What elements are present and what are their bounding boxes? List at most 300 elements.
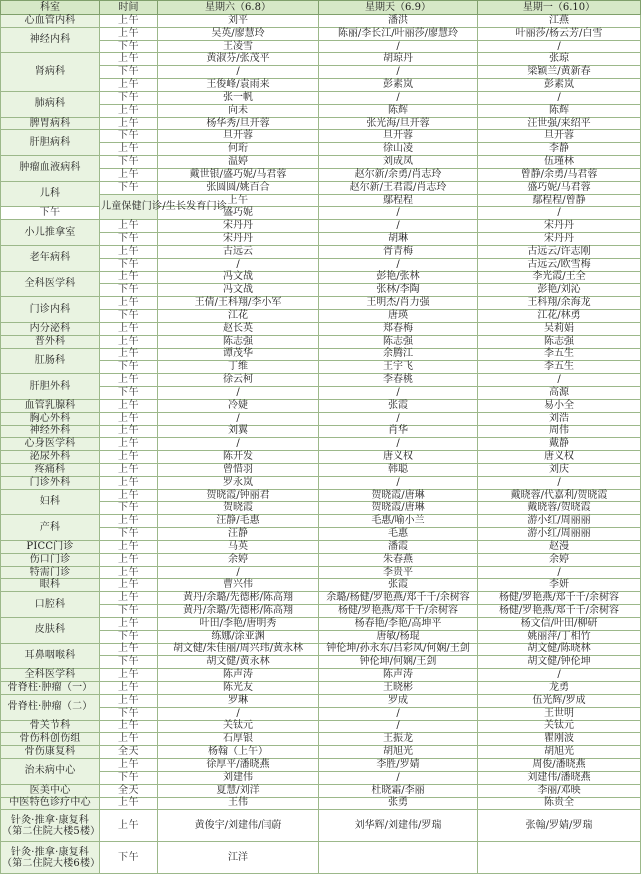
saturday-cell: 向未 [158,104,319,117]
saturday-cell: 练娜/涂亚渊 [158,630,319,643]
monday-cell: 刘浩 [478,412,641,425]
saturday-cell: 古远云 [158,245,319,258]
table-row [1,53,641,66]
department-cell: 全科医学科 [1,669,100,682]
sunday-cell: 赵尔新/王君霞/肖志玲 [319,181,478,194]
saturday-cell: / [158,387,319,400]
table-row [1,412,641,425]
saturday-cell: 汪静 [158,528,319,541]
department-cell: 心身医学科 [1,438,100,451]
department-cell: 心血管内科 [1,15,100,28]
time-cell: 上午 [100,515,158,528]
table-row [1,592,641,605]
time-cell: 上午 [100,797,158,810]
time-cell: 下午 [1,207,100,220]
monday-cell: / [478,566,641,579]
department-cell: 针灸·推拿·康复科（第二住院大楼6楼） [1,842,100,874]
monday-cell: 吴莉娟 [478,322,641,335]
table-row [1,784,641,797]
saturday-cell: 张圆圆/姚百合 [158,181,319,194]
monday-cell: 龙勇 [478,682,641,695]
sunday-cell: 李胜/罗婧 [319,759,478,772]
department-cell: 骨伤康复科 [1,746,100,759]
sunday-cell: / [319,720,478,733]
monday-cell: 宋丹丹 [478,220,641,233]
saturday-cell: 杨华秀/旦开蓉 [158,117,319,130]
saturday-cell: 罗琳 [158,694,319,707]
time-cell: 上午 [100,451,158,464]
monday-cell: 张琼 [478,53,641,66]
department-cell: 特需门诊 [1,566,100,579]
department-cell: 肝胆病科 [1,130,100,156]
time-cell: 上午 [158,194,319,207]
sunday-cell: 韩聪 [319,463,478,476]
monday-cell: 周俊/潘晓燕 [478,759,641,772]
monday-cell: / [478,374,641,387]
saturday-cell: 贺晓霞 [158,502,319,515]
time-cell: 上午 [100,720,158,733]
department-cell: 肾病科 [1,53,100,91]
department-cell: 肺病科 [1,91,100,117]
time-cell: 上午 [100,399,158,412]
time-cell: 下午 [100,771,158,784]
saturday-cell: 王倩/王科翔/李小军 [158,297,319,310]
sunday-cell: 余璐/杨健/罗艳燕/郑千千/余树容 [319,592,478,605]
saturday-cell: 王伟 [158,797,319,810]
sunday-cell: 陈志强 [319,335,478,348]
sunday-cell: 唐义权 [319,451,478,464]
monday-cell: 戴静 [478,438,641,451]
sunday-cell: 毛惠 [319,528,478,541]
sunday-cell: 王宇飞 [319,361,478,374]
saturday-cell: 陈开发 [158,451,319,464]
department-cell: 医美中心 [1,784,100,797]
sunday-cell: 胡旭光 [319,746,478,759]
monday-cell: 古远云/欧雪梅 [478,258,641,271]
table-row [1,669,641,682]
monday-cell: 陈贵全 [478,797,641,810]
department-cell: 产科 [1,515,100,541]
monday-cell: 张翰/罗婧/罗瑞 [478,810,641,842]
saturday-cell: 何珩 [158,143,319,156]
sunday-cell: 罗成 [319,694,478,707]
saturday-cell: 胡文健/朱佳丽/周兴玮/黄永林 [158,643,319,656]
monday-cell: 梁颖兰/黄新春 [478,66,641,79]
saturday-cell: 余婷 [158,553,319,566]
table-row [1,694,641,707]
sunday-cell: 张勇 [319,797,478,810]
saturday-cell: 江洋 [158,842,319,874]
saturday-cell: 刘建伟 [158,771,319,784]
sunday-cell: 彭艳/张林 [319,271,478,284]
table-row [1,759,641,772]
department-cell: 骨关节科 [1,720,100,733]
sunday-cell: 唐敏/杨琨 [319,630,478,643]
sunday-cell: 陈声涛 [319,669,478,682]
sunday-cell: 陈辉 [319,104,478,117]
department-cell: 妇科 [1,489,100,515]
time-cell: 上午 [100,592,158,605]
saturday-cell: / [158,66,319,79]
monday-cell: 江花/林勇 [478,310,641,323]
sunday-cell: / [319,387,478,400]
monday-cell: 叶丽莎/杨云芳/白雪 [478,27,641,40]
time-cell: 上午 [100,348,158,361]
sunday-cell: / [319,258,478,271]
monday-cell: 杨文信/叶田/柳研 [478,617,641,630]
sunday-cell: 刘成凤 [319,156,478,169]
monday-cell: 曾静/余勇/马君蓉 [478,168,641,181]
monday-cell: 杨健/罗艳燕/郑千千/余树容 [478,605,641,618]
saturday-cell: 黄丹/余璐/先德彬/陈高翔 [158,592,319,605]
department-cell: 皮肤科 [1,617,100,643]
time-cell: 下午 [100,656,158,669]
sunday-cell: 钟伦坤/何娴/王剑 [319,656,478,669]
saturday-cell: 陈光友 [158,682,319,695]
header-time: 时间 [100,1,158,15]
department-cell: 儿科 [1,181,100,207]
time-cell: 上午 [100,617,158,630]
monday-cell: 易小全 [478,399,641,412]
saturday-cell: 黄俊宇/刘建伟/闫蔚 [158,810,319,842]
table-row [1,566,641,579]
table-row [1,335,641,348]
saturday-cell: 鄢程程 [319,194,478,207]
monday-cell: 李五生 [478,348,641,361]
monday-cell: 古远云/许志刚 [478,245,641,258]
time-cell: 上午 [100,694,158,707]
time-cell: 下午 [100,528,158,541]
department-cell: 全科医学科 [1,271,100,297]
sunday-cell: 毛惠/喻小兰 [319,515,478,528]
time-cell: 上午 [100,117,158,130]
table-row [1,220,641,233]
saturday-cell: 曹兴伟 [158,579,319,592]
table-row [1,117,641,130]
time-cell: 下午 [100,630,158,643]
monday-cell: 唐义权 [478,451,641,464]
saturday-cell: / [158,412,319,425]
saturday-cell: 曾惜羽 [158,463,319,476]
time-cell: 上午 [100,540,158,553]
department-cell: 骨脊柱·肿瘤（一） [1,682,100,695]
department-cell: 儿童保健门诊/生长发育门诊 [100,194,158,220]
sunday-cell: 朱春燕 [319,553,478,566]
saturday-cell: 石厚银 [158,733,319,746]
sunday-cell: 旦开蓉 [319,130,478,143]
saturday-cell: 刘翼 [158,425,319,438]
sunday-cell: 潘霞 [319,540,478,553]
department-cell: 老年病科 [1,245,100,271]
saturday-cell: 贺晓霞/钟丽君 [158,489,319,502]
saturday-cell: 胡文健/黄永林 [158,656,319,669]
saturday-cell: 叶田/李艳/唐明秀 [158,617,319,630]
saturday-cell: 刘平 [158,15,319,28]
table-row [1,733,641,746]
time-cell: 下午 [100,181,158,194]
saturday-cell: 张一帆 [158,91,319,104]
saturday-cell: 江花 [158,310,319,323]
monday-cell: 盛巧妮/马君蓉 [478,181,641,194]
monday-cell: 彭艳/刘沁 [478,284,641,297]
table-row [1,297,641,310]
monday-cell: / [478,669,641,682]
department-cell: 小儿推拿室 [1,220,100,246]
time-cell: 下午 [100,502,158,515]
saturday-cell: 冯文战 [158,271,319,284]
saturday-cell: 夏慧/刘洋 [158,784,319,797]
table-row [1,720,641,733]
table-row [1,617,641,630]
time-cell: 上午 [100,489,158,502]
saturday-cell: 赵长英 [158,322,319,335]
monday-cell: 胡旭光 [478,746,641,759]
table-row [1,156,641,169]
department-cell: 神经内科 [1,27,100,53]
saturday-cell: 关钛元 [158,720,319,733]
table-row [1,579,641,592]
department-cell: 中医特色诊疗中心 [1,797,100,810]
time-cell: 上午 [100,245,158,258]
sunday-cell: / [319,91,478,104]
saturday-cell: / [158,438,319,451]
sunday-cell: 刘华辉/刘建伟/罗瑞 [319,810,478,842]
sunday-cell: / [319,207,478,220]
saturday-cell: 王凌雪 [158,40,319,53]
sunday-cell: 王振龙 [319,733,478,746]
department-cell: 肝胆外科 [1,374,100,400]
sunday-cell: 唐瑛 [319,310,478,323]
time-cell: 上午 [100,438,158,451]
monday-cell: 旦开蓉 [478,130,641,143]
time-cell: 上午 [100,412,158,425]
table-row [1,810,641,842]
sunday-cell [319,842,478,874]
table-row [1,425,641,438]
monday-cell: 周伟 [478,425,641,438]
sunday-cell: / [319,412,478,425]
monday-cell: 李光霞/王全 [478,271,641,284]
saturday-cell: 温婷 [158,156,319,169]
time-cell: 上午 [100,669,158,682]
saturday-cell: 罗永岚 [158,476,319,489]
table-row [1,746,641,759]
saturday-cell: 马英 [158,540,319,553]
table-row [1,348,641,361]
time-cell: 上午 [100,27,158,40]
time-cell: 下午 [100,605,158,618]
sunday-cell: 贺晓霞/唐琳 [319,489,478,502]
monday-cell: 关钛元 [478,720,641,733]
department-cell: 口腔科 [1,592,100,618]
sunday-cell: 郑春梅 [319,322,478,335]
monday-cell: 李静 [478,143,641,156]
table-row [1,515,641,528]
monday-cell: 李妍 [478,579,641,592]
sunday-cell: 李春桃 [319,374,478,387]
sunday-cell: 贺晓霞/唐琳 [319,502,478,515]
time-cell: 下午 [100,40,158,53]
monday-cell: 彭素岚 [478,79,641,92]
time-cell: 下午 [100,91,158,104]
time-cell: 上午 [100,297,158,310]
monday-cell: 胡文健/钟伦坤 [478,656,641,669]
department-cell: 伤口门诊 [1,553,100,566]
sunday-cell: / [319,476,478,489]
time-cell: 上午 [100,220,158,233]
monday-cell: 胡文健/陈晓林 [478,643,641,656]
time-cell: 全天 [100,784,158,797]
saturday-cell: 杨翰（上午） [158,746,319,759]
department-cell: 针灸·推拿·康复科（第二住院大楼5楼） [1,810,100,842]
time-cell: 下午 [100,66,158,79]
time-cell: 上午 [100,566,158,579]
department-cell: 骨伤科创伤组 [1,733,100,746]
saturday-cell: 宋丹丹 [158,220,319,233]
sunday-cell: 张霞 [319,399,478,412]
sunday-cell: 徐山凌 [319,143,478,156]
sunday-cell: / [319,771,478,784]
saturday-cell: 汪静/毛惠 [158,515,319,528]
department-cell: 骨脊柱·肿瘤（二） [1,694,100,720]
header-row [1,1,641,15]
time-cell: 全天 [100,746,158,759]
saturday-cell: 王俊峰/袁雨来 [158,79,319,92]
table-row [1,797,641,810]
time-cell: 上午 [100,553,158,566]
time-cell: 上午 [100,168,158,181]
department-cell: 血管乳腺科 [1,399,100,412]
time-cell: 上午 [100,271,158,284]
saturday-cell: 旦开蓉 [158,130,319,143]
time-cell: 下午 [100,842,158,874]
time-cell: 上午 [100,104,158,117]
saturday-cell: / [158,566,319,579]
table-row [1,489,641,502]
monday-cell: 陈辉 [478,104,641,117]
table-row [1,27,641,40]
sunday-cell: 杨健/罗艳燕/郑千千/余树容 [319,605,478,618]
sunday-cell: 张光海/旦开蓉 [319,117,478,130]
table-row [1,540,641,553]
monday-cell: 李五生 [478,361,641,374]
department-cell: 治未病中心 [1,759,100,785]
time-cell: 上午 [100,476,158,489]
time-cell: 上午 [100,733,158,746]
department-cell: 肿瘤血液病科 [1,156,100,182]
header-saturday: 星期六（6.8） [158,1,319,15]
table-row [1,181,641,194]
table-row [1,463,641,476]
department-cell: PICC门诊 [1,540,100,553]
sunday-cell: 胡琳 [319,233,478,246]
time-cell: 上午 [100,322,158,335]
table-row [1,842,641,874]
department-cell: 门诊外科 [1,476,100,489]
sunday-cell: 钟伦坤/孙永东/吕彩凤/何娴/王剑 [319,643,478,656]
sunday-cell: 张林/李陶 [319,284,478,297]
monday-cell: 赵漫 [478,540,641,553]
sunday-cell: / [319,40,478,53]
table-row [1,476,641,489]
time-cell: 下午 [100,387,158,400]
time-cell: 下午 [100,130,158,143]
sunday-cell: / [319,707,478,720]
table-row [1,399,641,412]
monday-cell: 汪世强/来绍平 [478,117,641,130]
time-cell: 下午 [100,258,158,271]
table-row [1,553,641,566]
monday-cell: 王科翔/余海龙 [478,297,641,310]
table-row [1,271,641,284]
table-row [1,245,641,258]
time-cell: 下午 [100,233,158,246]
table-row [1,643,641,656]
monday-cell: 高源 [478,387,641,400]
time-cell: 上午 [100,643,158,656]
monday-cell: 杨健/罗艳燕/郑千千/余树容 [478,592,641,605]
time-cell: 上午 [100,335,158,348]
saturday-cell: 丁维 [158,361,319,374]
time-cell: 上午 [100,15,158,28]
saturday-cell: 吴英/廖慧玲 [158,27,319,40]
monday-cell: 戴晓蓉/代嘉利/贺晓霞 [478,489,641,502]
sunday-cell: 王晓彬 [319,682,478,695]
monday-cell: 余婷 [478,553,641,566]
monday-cell: 戴晓蓉/贺晓霞 [478,502,641,515]
monday-cell: 刘庆 [478,463,641,476]
sunday-cell: / [319,438,478,451]
header-sunday: 星期天（6.9） [319,1,478,15]
department-cell: 神经外科 [1,425,100,438]
department-cell: 脾胃病科 [1,117,100,130]
department-cell: 疼痛科 [1,463,100,476]
header-monday: 星期一（6.10） [478,1,641,15]
sunday-cell: 鄢程程/曾静 [478,194,641,207]
saturday-cell: / [158,707,319,720]
department-cell: 耳鼻咽喉科 [1,643,100,669]
time-cell: 上午 [100,53,158,66]
monday-cell: 游小红/周丽丽 [478,528,641,541]
table-row [1,322,641,335]
sunday-cell: 杜晓霜/李丽 [319,784,478,797]
saturday-cell: 陈志强 [158,335,319,348]
monday-cell: 江燕 [478,15,641,28]
time-cell: 上午 [100,374,158,387]
sunday-cell: 余腾江 [319,348,478,361]
time-cell: 下午 [100,310,158,323]
sunday-cell: 肖华 [319,425,478,438]
sunday-cell: 陈丽/李长江/叶丽莎/廖慧玲 [319,27,478,40]
time-cell: 下午 [100,361,158,374]
saturday-cell: 黄丹/余璐/先德彬/陈高翔 [158,605,319,618]
saturday-cell: 徐厚平/潘晓燕 [158,759,319,772]
department-cell: 胸心外科 [1,412,100,425]
table-row [1,451,641,464]
time-cell: 上午 [100,682,158,695]
monday-cell: 游小红/周丽丽 [478,515,641,528]
monday-cell: 伍瑾林 [478,156,641,169]
monday-cell [478,842,641,874]
monday-cell: 瞿刚波 [478,733,641,746]
table-row [1,91,641,104]
table-row [1,438,641,451]
saturday-cell: 谭茂华 [158,348,319,361]
monday-cell: 伍光辉/罗成 [478,694,641,707]
sunday-cell: 彭素岚 [319,79,478,92]
table-row [1,130,641,143]
saturday-cell: 陈声涛 [158,669,319,682]
